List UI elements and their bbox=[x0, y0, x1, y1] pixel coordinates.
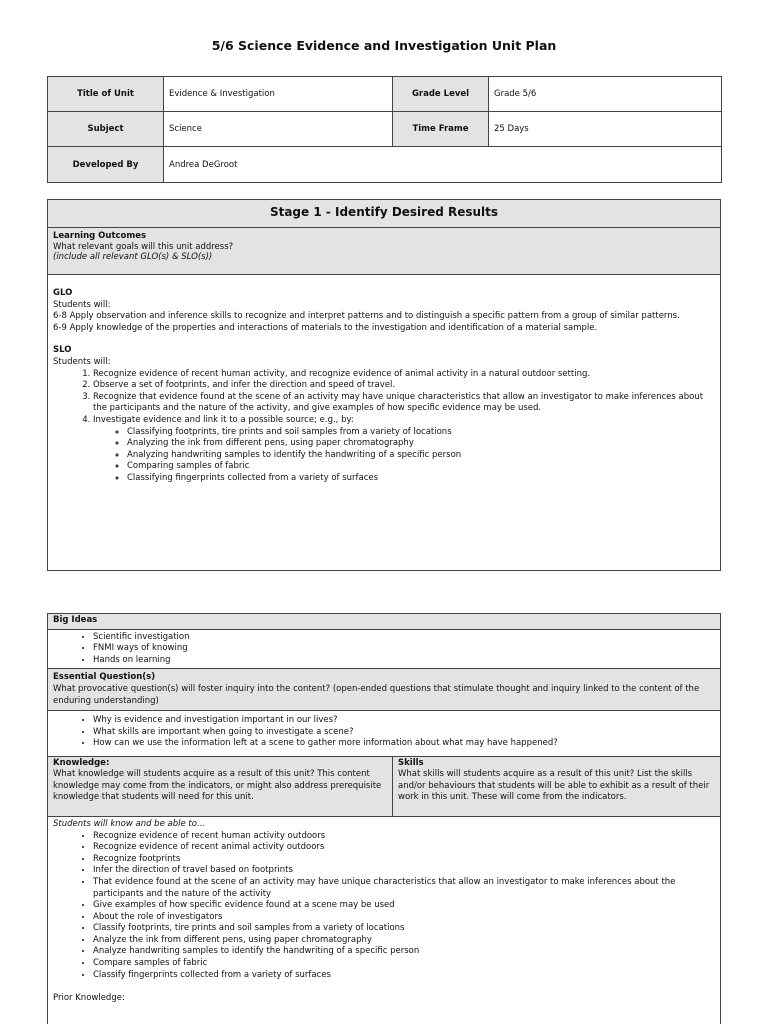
big-idea-item: • Scientific investigation bbox=[93, 632, 715, 644]
skills-heading: Skills bbox=[398, 757, 424, 768]
knowledge-list bbox=[53, 831, 715, 982]
glo-item: 6-9 Apply knowledge of the properties and interactions of materials to the investigation and identification of a material sample. bbox=[53, 322, 598, 333]
slo-subitem: ◦ Analyzing handwriting samples to identify the handwriting of a specific person bbox=[127, 450, 715, 462]
big-ideas-header bbox=[48, 614, 720, 630]
slo-intro: Students will: bbox=[53, 356, 111, 367]
essential-questions-prompt: What provocative question(s) will foster inquiry into the content? (open-ended questions that stimulate thought and inquiry linked to the content of the enduring understanding) bbox=[53, 683, 700, 706]
slo-sublist bbox=[93, 427, 715, 485]
essential-questions-heading: Essential Question(s) bbox=[53, 672, 156, 683]
knowledge-prompt: What knowledge will students acquire as a result of this unit? This content knowledge may come from the indicators, or might also address prerequisite knowledge that students will need for this unit. bbox=[53, 769, 382, 803]
slo-item: 1. Recognize evidence of recent human activity, and recognize evidence of animal activity in a natural outdoor setting. bbox=[93, 369, 715, 381]
slo-item: 2. Observe a set of footprints, and infer the direction and speed of travel. bbox=[93, 380, 715, 392]
slo-item-text: Investigate evidence and link it to a possible source; e.g., by: bbox=[93, 414, 354, 425]
slo-item bbox=[93, 415, 715, 485]
big-idea-item: • Hands on learning bbox=[93, 655, 715, 667]
essential-question-item: • Why is evidence and investigation important in our lives? bbox=[93, 715, 715, 727]
title-of-unit-label: Title of Unit bbox=[48, 77, 164, 112]
knowledge-item: • Compare samples of fabric bbox=[93, 958, 715, 970]
knowledge-skills-header bbox=[48, 757, 720, 817]
learning-outcomes-prompt bbox=[48, 228, 720, 275]
essential-question-item: • What skills are important when going to investigate a scene? bbox=[93, 727, 715, 739]
slo-heading: SLO bbox=[53, 345, 72, 356]
subject-value: Science bbox=[164, 112, 393, 147]
knowledge-item: • Give examples of how specific evidence found at a scene may be used bbox=[93, 900, 715, 912]
slo-subitem: ◦ Classifying footprints, tire prints and soil samples from a variety of locations bbox=[127, 427, 715, 439]
essential-question-item: • How can we use the information left at a scene to gather more information about what may have happened? bbox=[93, 738, 715, 750]
essential-questions-list bbox=[53, 715, 715, 750]
big-ideas-heading: Big Ideas bbox=[53, 615, 98, 625]
knowledge-item: • Recognize evidence of recent human activity outdoors bbox=[93, 831, 715, 843]
knowledge-item: • Analyze the ink from different pens, using paper chromatography bbox=[93, 935, 715, 947]
time-frame-label: Time Frame bbox=[393, 112, 489, 147]
essential-questions-header bbox=[48, 669, 720, 711]
knowledge-item: • About the role of investigators bbox=[93, 912, 715, 924]
time-frame-value: 25 Days bbox=[489, 112, 722, 147]
essential-questions-body bbox=[48, 711, 720, 757]
understanding-section bbox=[47, 613, 721, 1024]
knowledge-prompt-cell bbox=[48, 757, 393, 816]
know-intro: Students will know and be able to… bbox=[53, 818, 206, 829]
knowledge-item: • Classify footprints, tire prints and soil samples from a variety of locations bbox=[93, 923, 715, 935]
slo-list bbox=[53, 369, 715, 485]
prior-knowledge-label: Prior Knowledge: bbox=[53, 993, 125, 1004]
knowledge-item: • Classify fingerprints collected from a variety of surfaces bbox=[93, 970, 715, 982]
knowledge-item: • Recognize evidence of recent animal activity outdoors bbox=[93, 842, 715, 854]
glo-item: 6-8 Apply observation and inference skills to recognize and interpret patterns and to distinguish a specific pattern from a group of similar patterns. bbox=[53, 311, 680, 322]
knowledge-item: • Analyze handwriting samples to identify the handwriting of a specific person bbox=[93, 946, 715, 958]
unit-info-table bbox=[47, 76, 722, 183]
knowledge-item: • Infer the direction of travel based on footprints bbox=[93, 865, 715, 877]
slo-subitem: ◦ Classifying fingerprints collected from a variety of surfaces bbox=[127, 473, 715, 485]
stage1-section bbox=[47, 199, 721, 571]
knowledge-heading: Knowledge: bbox=[53, 757, 110, 768]
stage1-heading: Stage 1 - Identify Desired Results bbox=[48, 200, 720, 228]
learning-outcomes-note: (include all relevant GLO(s) & SLO(s)) bbox=[53, 252, 213, 262]
glo-heading: GLO bbox=[53, 288, 73, 298]
title-of-unit-value: Evidence & Investigation bbox=[164, 77, 393, 112]
knowledge-item: • That evidence found at the scene of an activity may have unique characteristics that allow an investigator to make inferences about the participants and the nature of the activity bbox=[93, 877, 715, 900]
skills-prompt: What skills will students acquire as a result of this unit? List the skills and/or behaviours that students will be able to exhibit as a result of their work in this unit. These will come from the indicators. bbox=[398, 769, 710, 803]
knowledge-item: • Recognize footprints bbox=[93, 854, 715, 866]
learning-outcomes-heading: Learning Outcomes bbox=[53, 231, 147, 241]
learning-outcomes-question: What relevant goals will this unit address? bbox=[53, 241, 234, 252]
slo-subitem: ◦ Comparing samples of fabric bbox=[127, 461, 715, 473]
grade-level-label: Grade Level bbox=[393, 77, 489, 112]
developed-by-label: Developed By bbox=[48, 147, 164, 183]
big-ideas-list bbox=[53, 632, 715, 667]
slo-subitem: ◦ Analyzing the ink from different pens, using paper chromatography bbox=[127, 438, 715, 450]
glo-intro: Students will: bbox=[53, 299, 111, 310]
big-idea-item: • FNMI ways of knowing bbox=[93, 643, 715, 655]
subject-label: Subject bbox=[48, 112, 164, 147]
grade-level-value: Grade 5/6 bbox=[489, 77, 722, 112]
slo-item: 3. Recognize that evidence found at the scene of an activity may have unique characteristics that allow an investigator to make inferences about the participants and the nature of the activity, and give examples of how specific evidence may be used. bbox=[93, 392, 715, 415]
big-ideas-body bbox=[48, 630, 720, 670]
knowledge-body bbox=[48, 817, 720, 1007]
developed-by-value: Andrea DeGroot bbox=[164, 147, 722, 183]
document-title: 5/6 Science Evidence and Investigation Unit Plan bbox=[211, 38, 557, 53]
outcomes-body bbox=[48, 275, 720, 485]
skills-prompt-cell bbox=[393, 757, 720, 816]
